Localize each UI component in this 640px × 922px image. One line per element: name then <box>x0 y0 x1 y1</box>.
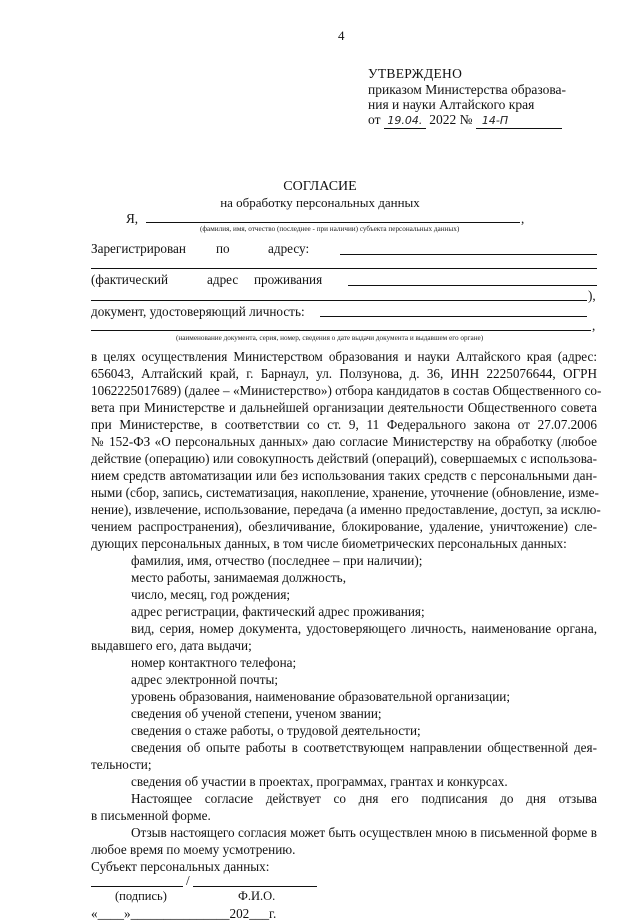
actual-address-label-3: проживания <box>254 272 323 287</box>
registered-label: Зарегистрирован <box>91 241 186 256</box>
list-item-experience: сведения о стаже работы, о трудовой деятельности; <box>131 723 421 738</box>
body-line-9: ными (сбор, запись, систематизация, накопление, хранение, уточнение (обновление, изме- <box>91 485 599 500</box>
validity-line-2: в письменной форме. <box>91 808 211 823</box>
document-subtitle: на обработку персональных данных <box>220 195 420 210</box>
list-item-degree: сведения об ученой степени, ученом звании; <box>131 706 382 721</box>
list-item-field-2: тельности; <box>91 757 152 772</box>
actual-address-line <box>348 285 597 286</box>
list-item-fio: фамилия, имя, отчество (последнее – при наличии); <box>131 553 423 568</box>
list-item-projects: сведения об участии в проектах, программах, грантах и конкурсах. <box>131 774 508 789</box>
validity-line-1: Настоящее согласие действует со дня его подписания до дня отзыва <box>131 791 597 806</box>
body-line-1: в целях осуществления Министерством образования и науки Алтайского края (адрес: <box>91 349 597 364</box>
body-line-12: дующих персональных данных, в том числе биометрических персональных данных: <box>91 536 567 551</box>
subject-label: Субъект персональных данных: <box>91 859 270 874</box>
fio-caption: (фамилия, имя, отчество (последнее - при наличии) субъекта персональных данных) <box>200 225 460 233</box>
revoke-line-2: любое время по моему усмотрению. <box>91 842 296 857</box>
actual-address-label-1: (фактический <box>91 272 169 287</box>
registered-address-line-2 <box>91 268 597 269</box>
body-line-10: нение), извлечение, использование, передача (а именно предоставление, доступ, за исклю- <box>91 502 601 517</box>
document-line-2 <box>91 330 591 331</box>
page-number: 4 <box>338 28 345 43</box>
registered-address: адресу: <box>268 241 310 256</box>
list-item-education: уровень образования, наименование образовательной организации; <box>131 689 511 704</box>
approval-date-prefix: от <box>368 112 381 127</box>
fio-comma: , <box>521 211 525 226</box>
list-item-document-1: вид, серия, номер документа, удостоверяющего личность, наименование органа, <box>131 621 597 636</box>
body-line-7: действие (операцию) или совокупность действий (операций), совершаемых с использова- <box>91 451 597 466</box>
approval-number-handwritten: 14-П <box>476 113 562 129</box>
approval-date-handwritten: 19.04. <box>384 113 426 129</box>
list-item-birth: число, месяц, год рождения; <box>131 587 291 602</box>
registered-by: по <box>216 241 230 256</box>
signature-line <box>91 886 183 887</box>
fio-line <box>146 222 520 223</box>
approval-date-line <box>368 112 562 129</box>
list-item-field-1: сведения об опыте работы в соответствующем направлении общественной дея- <box>131 740 597 755</box>
document-line <box>320 316 587 317</box>
list-item-email: адрес электронной почты; <box>131 672 278 687</box>
actual-address-line-2 <box>91 300 587 301</box>
body-line-2: 656043, Алтайский край, г. Барнаул, ул. Ползунова, д. 36, ИНН 2225076644, ОГРН <box>91 366 597 381</box>
approval-year: 2022 № <box>429 112 473 127</box>
document-label: документ, удостоверяющий личность: <box>91 304 305 319</box>
revoke-line-1: Отзыв настоящего согласия может быть осуществлен мною в письменной форме в <box>131 825 597 840</box>
list-item-phone: номер контактного телефона; <box>131 655 297 670</box>
actual-address-close: ), <box>588 288 596 303</box>
list-item-address: адрес регистрации, фактический адрес проживания; <box>131 604 425 619</box>
body-line-6: № 152-ФЗ «О персональных данных» даю согласие Министерству на обработку (любое <box>91 434 597 449</box>
signature-slash: / <box>186 873 190 888</box>
document-caption: (наименование документа, серия, номер, сведения о дате выдачи документа и выдавшем его органе) <box>176 334 484 342</box>
body-line-5: при Министерстве, в соответствии со ст. 9, 11 Федерального закона от 27.07.2006 <box>91 417 597 432</box>
approval-title: УТВЕРЖДЕНО <box>368 66 463 81</box>
body-line-3: 1062225017689) (далее – «Министерство») отбора кандидатов в состав Общественного со- <box>91 383 602 398</box>
registered-address-line <box>340 254 597 255</box>
approval-line-1: приказом Министерства образова- <box>368 82 567 97</box>
body-line-11: чением распространения), обезличивание, блокирование, удаление, уничтожение) сле- <box>91 519 597 534</box>
body-line-8: нием средств автоматизации или без использования таких средств с персональными дан- <box>91 468 597 483</box>
i-label: Я, <box>126 211 139 226</box>
approval-line-2: ния и науки Алтайского края <box>368 97 535 112</box>
document-comma: , <box>592 318 596 333</box>
document-title: СОГЛАСИЕ <box>283 179 357 194</box>
signature-caption: (подпись) <box>115 889 167 903</box>
fio-signature-line <box>193 886 317 887</box>
list-item-document-2: выдавшего его, дата выдачи; <box>91 638 252 653</box>
fio-caption-label: Ф.И.О. <box>238 889 276 903</box>
date-line: «____»_______________202___г. <box>91 906 277 921</box>
list-item-work: место работы, занимаемая должность, <box>131 570 346 585</box>
body-line-4: вета при Министерстве и дальнейшей организации деятельности Общественного совета <box>91 400 597 415</box>
actual-address-label-2: адрес <box>207 272 239 287</box>
